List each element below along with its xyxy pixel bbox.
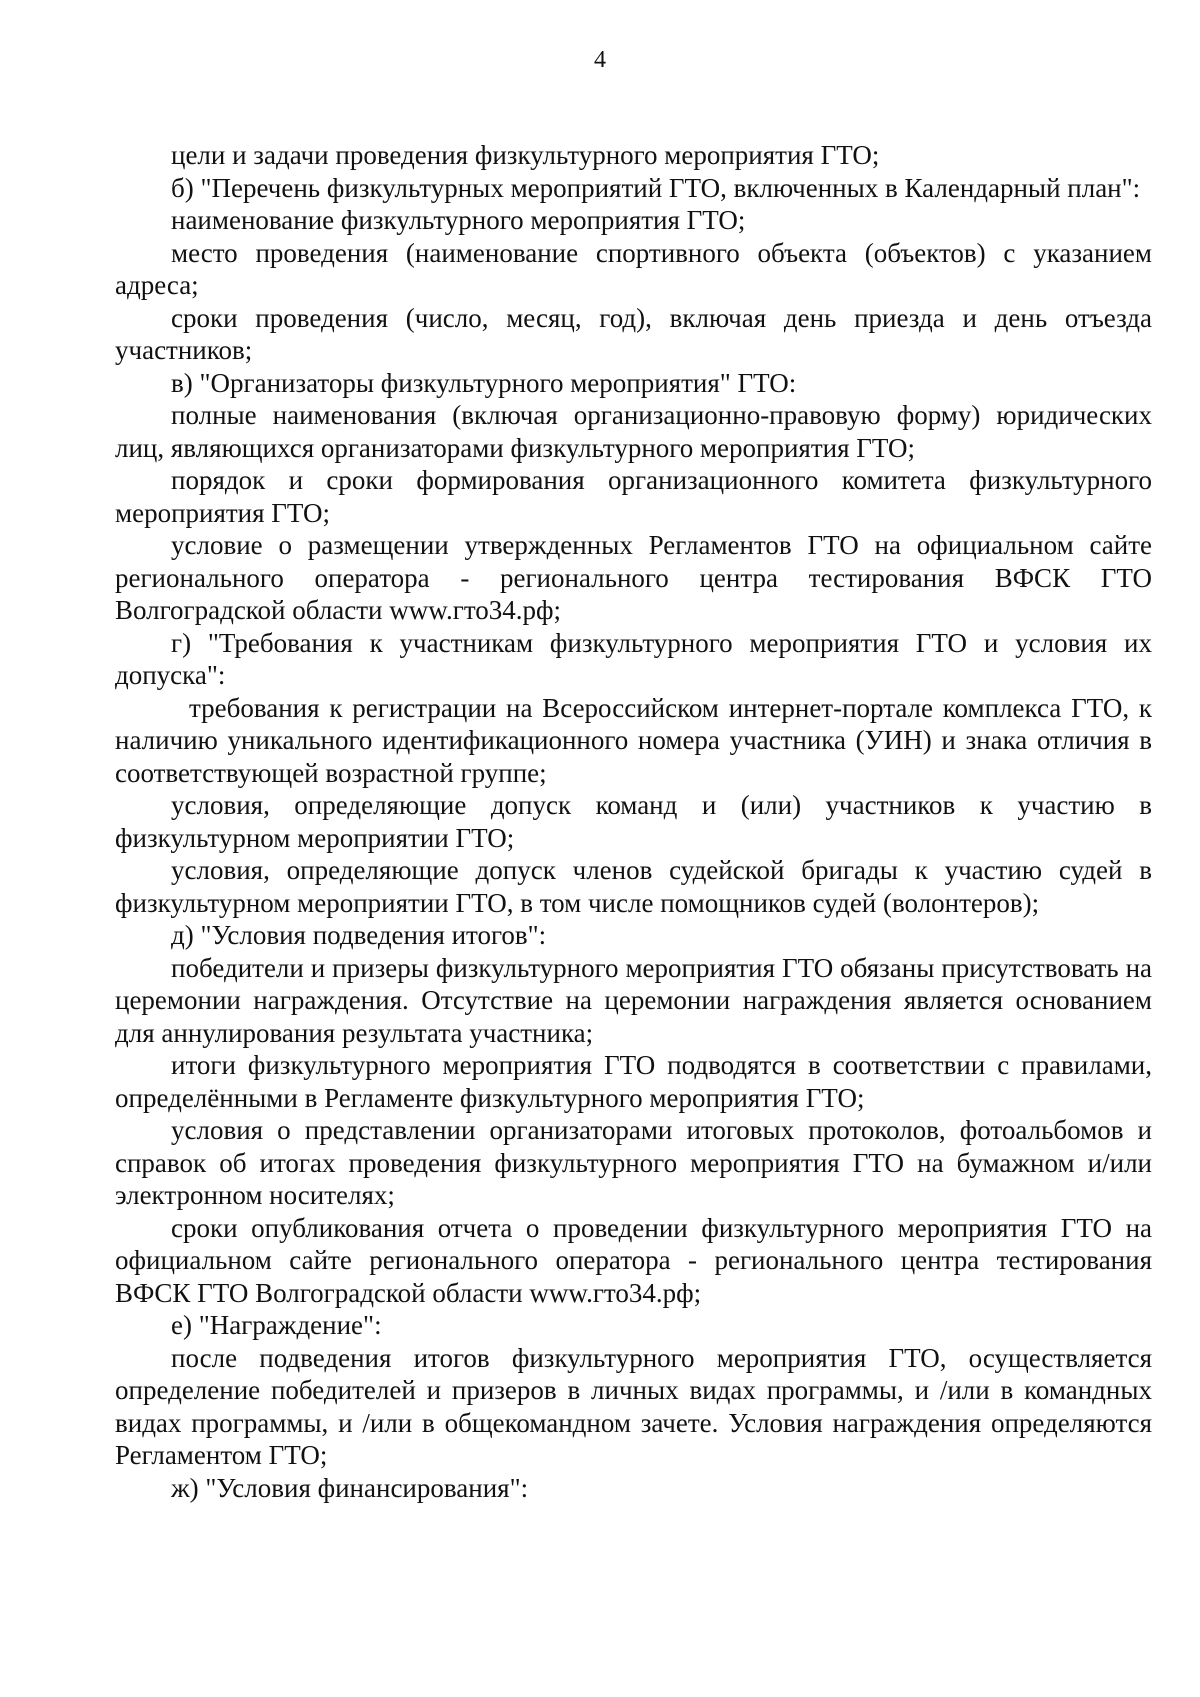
paragraph-event-name: наименование физкультурного мероприятия ГТО; <box>171 205 746 235</box>
paragraph-venue: место проведения (наименование спортивного объекта (объектов) с указанием адреса; <box>115 237 1152 300</box>
paragraph-dates: сроки проведения (число, месяц, год), включая день приезда и день отъезда участников; <box>115 302 1152 365</box>
paragraph-protocols: условия о представлении организаторами итоговых протоколов, фотоальбомов и справок об итогах проведения физкультурного мероприятия ГТО на бумажном и/или электронном носителях; <box>115 1115 1152 1210</box>
paragraph-judges-admission: условия, определяющие допуск членов судейской бригады к участию судей в физкультурном мероприятии ГТО, в том числе помощников судей (волонтеров); <box>115 855 1152 918</box>
paragraph-goals: цели и задачи проведения физкультурного мероприятия ГТО; <box>171 140 880 170</box>
paragraph-winners-ceremony: победители и призеры физкультурного мероприятия ГТО обязаны присутствовать на церемонии награждения. Отсутствие на церемонии награждения является основанием для аннулирования результата участника; <box>115 952 1152 1048</box>
paragraph-committee: порядок и сроки формирования организационного комитета физкультурного мероприятия ГТО; <box>115 465 1152 528</box>
paragraph-report-publication: сроки опубликования отчета о проведении физкультурного мероприятия ГТО на официальном сайте регионального оператора - регионального центра тестирования ВФСК ГТО Волгоградской области www.гто34.рф; <box>115 1212 1152 1308</box>
paragraph-section-d: д) "Условия подведения итогов": <box>171 920 547 950</box>
paragraph-section-v: в) "Организаторы физкультурного мероприятия" ГТО: <box>171 367 797 398</box>
page-number: 4 <box>594 47 606 73</box>
document-body <box>115 139 1152 1504</box>
paragraph-registration: требования к регистрации на Всероссийском интернет-портале комплекса ГТО, к наличию уникального идентификационного номера участника (УИН) и знака отличия в соответствующей возрастной группе; <box>115 692 1152 788</box>
paragraph-section-b: б) "Перечень физкультурных мероприятий ГТО, включенных в Календарный план": <box>171 172 1141 203</box>
paragraph-section-zh: ж) "Условия финансирования": <box>171 1472 529 1503</box>
paragraph-results-rules: итоги физкультурного мероприятия ГТО подводятся в соответствии с правилами, определёнными в Регламенте физкультурного мероприятия ГТО; <box>115 1050 1152 1113</box>
paragraph-regulations-site: условие о размещении утвержденных Регламентов ГТО на официальном сайте регионального оператора - регионального центра тестирования ВФСК ГТО Волгоградской области www.гто34.рф; <box>115 530 1152 625</box>
paragraph-awarding: после подведения итогов физкультурного мероприятия ГТО, осуществляется определение победителей и призеров в личных видах программы, и /или в командных видах программы, и /или в общекомандном зачете. Условия награждения определяются Регламентом ГТО; <box>115 1342 1152 1470</box>
paragraph-section-g: г) "Требования к участникам физкультурного мероприятия ГТО и условия их допуска": <box>115 627 1152 690</box>
paragraph-organizer-names: полные наименования (включая организационно-правовую форму) юридических лиц, являющихся организаторами физкультурного мероприятия ГТО; <box>115 400 1152 463</box>
paragraph-team-admission: условия, определяющие допуск команд и (или) участников к участию в физкультурном мероприятии ГТО; <box>115 790 1152 853</box>
paragraph-section-e: е) "Награждение": <box>171 1310 382 1340</box>
